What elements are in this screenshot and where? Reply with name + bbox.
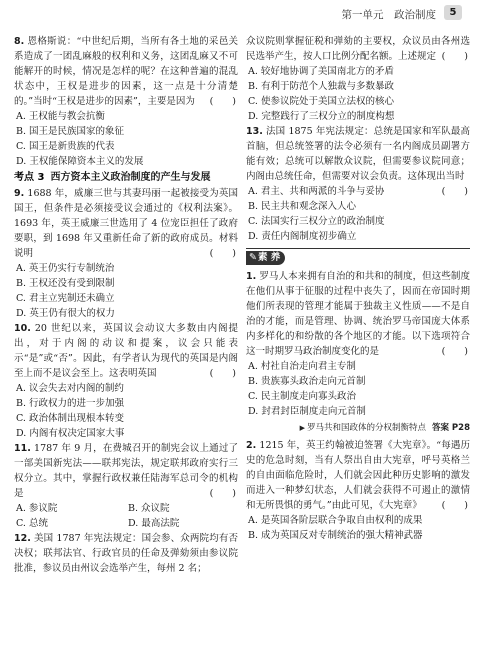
suyang-section-bar [246,248,470,266]
suyang-question-2 [246,438,470,543]
option-d: D. 责任内阁制度初步确立 [248,231,357,242]
option-c: C. 民主制度走向寡头政治 [248,391,356,402]
option-c: C. 总统 [16,518,48,529]
option-d: D. 最高法院 [128,518,180,529]
reference-topic: 罗马共和国政体的分权制衡特点 [306,423,426,433]
option-a: A. 英王仍实行专制统治 [16,263,115,274]
question-12 [14,531,238,576]
option-b: B. 有利于防范个人独裁与多数暴政 [248,81,395,92]
question-text: 20 世纪以来，英国议会动议大多数由内阁提出，对于内阁的动议和提案，议会只能表示“是”或“否”。因此，有学者认为现代的英国是内阁至上而不是议会至上。这表明英国 [14,323,238,379]
option-a: A. 较好地协调了美国南北方的矛盾 [248,66,394,77]
option-c: C. 法国实行三权分立的政治制度 [248,216,385,227]
question-number: 11. [14,443,31,454]
option-d: D. 封君封臣制度走向元首制 [248,406,366,417]
question-10 [14,321,238,441]
question-number: 2. [246,440,257,451]
page-number: 5 [444,5,462,20]
option-d: D. 王权能保障资本主义的发展 [16,156,144,167]
suyang-badge [246,251,285,265]
option-c: C. 国王是新贵族的代表 [16,141,115,152]
option-d: D. 内阁有权决定国家大事 [16,428,125,439]
option-b: B. 成为英国反对专制统治的强大精神武器 [248,530,423,541]
question-11 [14,441,238,531]
question-12-continued [246,34,470,124]
question-text: 罗马人本来拥有自治的和共和的制度，但这些制度在他们从事于征服的过程中丧失了，因而在帝国时期他们所表现的管理才能属于独裁主义性质——不是自治的才能，而是管理、协调、统治罗马帝国庞大体系内多样化的和纷散的各个地区的才能。以下选项符合这一时期罗马政治制度变化的是 [246,271,470,357]
question-text: 恩格斯说：“中世纪后期，当所有各土地的采邑关系造成了一团乱麻般的权利和义务，这团乱麻又不可能解开的时候，情况是怎样的呢？在这种普遍的混乱状态中，王权是进步的因素，这一点是十分清楚的。”当时“王权是进步的因素”，主要是因为 [14,36,238,107]
question-text: 1215 年，英王约翰被迫签署《大宪章》。“每遇历史的危急时刻，当有人祭出自由大宪章，呼号英格兰的自由面临危险时，人们就会因此种历史影响的激发而进入一种梦幻状态，人们就会获得不可遏止的激情和无所畏惧的勇气。”由此可见，《大宪章》 [246,440,470,511]
question-text: 1688 年，威廉三世与其妻玛丽一起被接受为英国国王，但条件是必须接受议会通过的《权利法案》。1693 年，英王威廉三世选用了 4 位宠臣担任了政府要职，到 1698 年又重新任命了新的政府成员。材料说明 [14,188,238,259]
option-a: A. 参议院 [16,503,58,514]
answer-bracket: ( ) [441,186,468,197]
suyang-question-1 [246,269,470,419]
suyang-label: 素 养 [258,252,281,263]
answer-bracket: ( ) [441,51,468,62]
option-a: A. 君主、共和两派的斗争与妥协 [248,186,385,197]
question-number: 9. [14,188,25,199]
question-text: 法国 1875 年宪法规定：总统是国家和军队最高首脑，但总统签署的法令必须有一名内阁成员副署方能有效；总统可以解散众议院，但需要参议院同意；内阁由总统任命，但需要对议会负责。这体现出当时 [246,126,470,182]
question-number: 10. [14,323,31,334]
option-b: B. 国王是民族国家的象征 [16,126,125,137]
left-column [14,34,238,576]
option-b: B. 贵族寡头政治走向元首制 [248,376,366,387]
question-number: 8. [14,36,25,47]
question-number: 12. [14,533,31,544]
pen-icon: ✎ [249,252,257,263]
answer-bracket: ( ) [209,368,236,379]
question-8 [14,34,238,169]
unit-title: 第一单元 政治制度 [341,9,436,21]
option-a: A. 是英国各阶层联合争取自由权利的成果 [248,515,423,526]
triangle-icon: ▶ [299,424,305,432]
answer-bracket: ( ) [209,488,236,499]
option-b: B. 众议院 [128,503,170,514]
question-13 [246,124,470,244]
section-heading [14,170,238,185]
option-c: C. 君主立宪制还未确立 [16,293,115,304]
option-b: B. 民主共和观念深入人心 [248,201,357,212]
answer-bracket: ( ) [209,96,236,107]
option-a: A. 村社自治走向君主专制 [248,361,356,372]
option-a: A. 王权能与教会抗衡 [16,111,105,122]
answer-page: 答案 P28 [431,423,470,433]
option-c: C. 政治体制出现根本转变 [16,413,124,424]
question-text: 众议院则掌握征税和弹劾的主要权，众议员由各州选民选举产生，按人口比例分配名额。上述规定 [246,36,470,62]
option-d: D. 完整践行了三权分立的制度构想 [248,111,395,122]
answer-bracket: ( ) [441,500,468,511]
option-b: B. 行政权力的进一步加强 [16,398,125,409]
right-column [246,34,470,543]
answer-bracket: ( ) [441,346,468,357]
option-d: D. 英王仍有很大的权力 [16,308,115,319]
question-text: 1787 年 9 月，在费城召开的制宪会议上通过了一部美国新宪法——联邦宪法，规定联邦政府实行三权分立。其中，掌握行政权兼任陆海军总司令的机构是 [14,443,238,499]
answer-bracket: ( ) [209,248,236,259]
option-a: A. 议会失去对内阁的制约 [16,383,124,394]
question-number: 13. [246,126,263,137]
question-text: 美国 1787 年宪法规定：国会参、众两院均有否决权；联邦法官、行政官员的任命及弹劾须由参议院批准，参议员由州议会选举产生，每州 2 名； [14,533,238,574]
section-title: 西方资本主义政治制度的产生与发展 [50,172,211,183]
page-header [14,4,466,24]
answer-reference [246,421,470,436]
option-b: B. 王权还没有受到限制 [16,278,115,289]
question-9 [14,186,238,321]
section-tag: 考点 3 [14,172,45,183]
option-c: C. 使参议院处于美国立法权的核心 [248,96,394,107]
question-number: 1. [246,271,257,282]
